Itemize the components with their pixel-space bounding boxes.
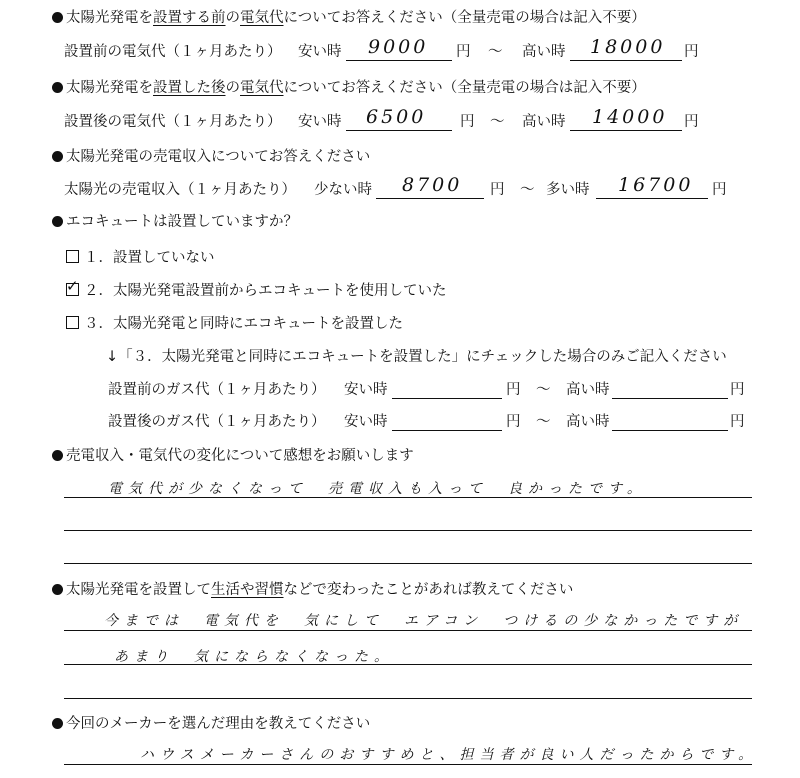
gas-before-low-field[interactable]: [392, 376, 502, 399]
gas-before-unit-low: 円: [506, 382, 521, 398]
question-1-title: 太陽光発電を設置する前の電気代についてお答えください（全量売電の場合は記入不要）: [52, 6, 646, 27]
q2-tilde: ～: [490, 114, 505, 130]
q4-option-1[interactable]: １．設置していない: [66, 246, 215, 267]
bullet-icon: [52, 450, 63, 461]
gas-after-unit-low: 円: [506, 414, 521, 430]
q2-low-value: 6500: [366, 106, 427, 128]
q4-option-3[interactable]: ３．太陽光発電と同時にエコキュートを設置した: [66, 312, 403, 333]
gas-after-tilde: ～: [536, 414, 551, 430]
gas-after-label: 設置後のガス代（１ヶ月あたり）: [108, 414, 326, 430]
gas-before-high-field[interactable]: [612, 376, 728, 399]
q1-low-label: 安い時: [298, 44, 342, 60]
q6-answer-line-2[interactable]: [64, 664, 752, 665]
q5-answer-line-3[interactable]: [64, 563, 752, 564]
checkbox-empty-icon[interactable]: [66, 316, 79, 329]
checkbox-checked-icon[interactable]: [66, 283, 79, 296]
bullet-icon: [52, 718, 63, 729]
q7-answer: ハウスメーカーさんのおすすめと、担当者が良い人だったからです。: [140, 747, 759, 763]
q6-answer-1: 今までは 電気代を 気にして エアコン つけるの少なかったですが: [104, 613, 744, 629]
q3-low-label: 少ない時: [314, 182, 372, 198]
q3-tilde: ～: [520, 182, 535, 198]
gas-after-high-field[interactable]: [612, 408, 728, 431]
question-6-title: 太陽光発電を設置して生活や習慣などで変わったことがあれば教えてください: [52, 578, 573, 599]
q2-high-label: 高い時: [522, 114, 566, 130]
q1-tilde: ～: [488, 44, 503, 60]
question-7-title: 今回のメーカーを選んだ理由を教えてください: [52, 712, 370, 733]
checkbox-empty-icon[interactable]: [66, 250, 79, 263]
q1-low-value: 9000: [368, 36, 429, 58]
q2-high-value: 14000: [592, 106, 668, 128]
q6-answer-line-3[interactable]: [64, 698, 752, 699]
q3-unit-low: 円: [490, 182, 505, 198]
q3-label: 太陽光の売電収入（１ヶ月あたり）: [64, 182, 296, 198]
bullet-icon: [52, 151, 63, 162]
q6-answer-line-1[interactable]: [64, 630, 752, 631]
gas-before-low-label: 安い時: [344, 382, 388, 398]
q1-unit-low: 円: [456, 44, 471, 60]
q4-option-2[interactable]: ✓２．太陽光発電設置前からエコキュートを使用していた: [66, 279, 447, 300]
bullet-icon: [52, 82, 63, 93]
question-2-title: 太陽光発電を設置した後の電気代についてお答えください（全量売電の場合は記入不要）: [52, 76, 646, 97]
q2-unit-high: 円: [684, 114, 699, 130]
gas-before-label: 設置前のガス代（１ヶ月あたり）: [108, 382, 326, 398]
gas-before-high-label: 高い時: [566, 382, 610, 398]
question-3-title: 太陽光発電の売電収入についてお答えください: [52, 145, 370, 166]
gas-after-low-label: 安い時: [344, 414, 388, 430]
q3-unit-high: 円: [712, 182, 727, 198]
q5-answer-line-2[interactable]: [64, 530, 752, 531]
gas-before-unit-high: 円: [730, 382, 745, 398]
q2-label: 設置後の電気代（１ヶ月あたり）: [64, 114, 282, 130]
q5-answer: 電気代が少なくなって 売電収入も入って 良かったです。: [108, 481, 647, 497]
q5-answer-line-1[interactable]: [64, 497, 752, 498]
q7-answer-line-1[interactable]: [64, 764, 752, 765]
gas-after-unit-high: 円: [730, 414, 745, 430]
q3-high-value: 16700: [618, 174, 694, 196]
bullet-icon: [52, 584, 63, 595]
q1-high-value: 18000: [590, 36, 666, 58]
gas-before-tilde: ～: [536, 382, 551, 398]
bullet-icon: [52, 12, 63, 23]
question-4-title: エコキュートは設置していますか？: [52, 210, 298, 231]
q2-low-label: 安い時: [298, 114, 342, 130]
q3-high-label: 多い時: [546, 182, 590, 198]
question-5-title: 売電収入・電気代の変化について感想をお願いします: [52, 444, 414, 465]
q1-unit-high: 円: [684, 44, 699, 60]
q3-low-value: 8700: [402, 174, 463, 196]
q6-answer-2: あまり 気にならなくなった。: [114, 649, 394, 665]
q1-label: 設置前の電気代（１ヶ月あたり）: [64, 44, 282, 60]
gas-after-low-field[interactable]: [392, 408, 502, 431]
q1-high-label: 高い時: [522, 44, 566, 60]
q2-unit-low: 円: [460, 114, 475, 130]
q4-note: ↓「３．太陽光発電と同時にエコキュートを設置した」にチェックした場合のみご記入ください: [106, 349, 727, 365]
bullet-icon: [52, 216, 63, 227]
gas-after-high-label: 高い時: [566, 414, 610, 430]
